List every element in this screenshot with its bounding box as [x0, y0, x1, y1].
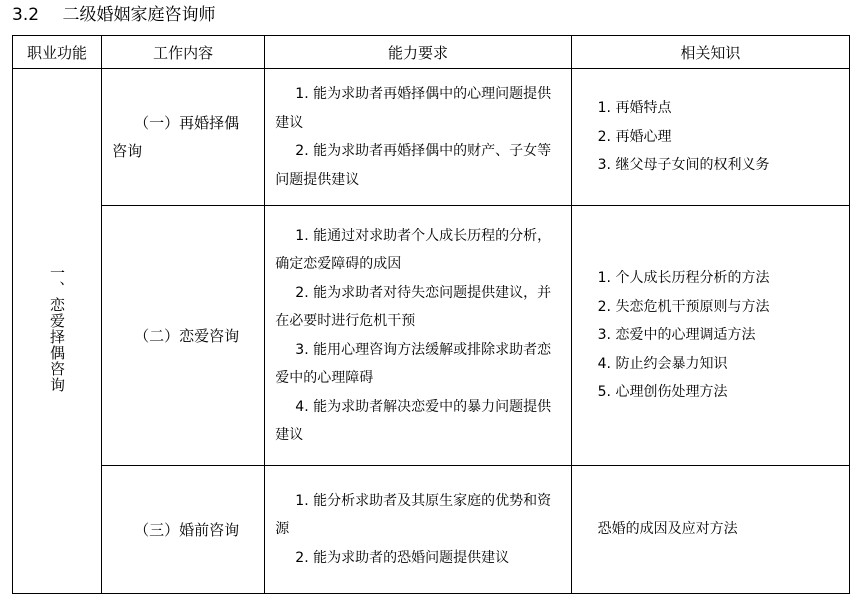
content-label: （二）恋爱咨询: [134, 326, 240, 345]
header-ability: 能力要求: [265, 36, 571, 69]
ability-cell: [265, 466, 571, 594]
ability-item: 1. 能通过对求助者个人成长历程的分析，确定恋爱障碍的成因: [275, 227, 552, 272]
function-label: 一、恋爱择偶咨询: [48, 265, 67, 393]
knowledge-item: 3. 恋爱中的心理调适方法: [597, 327, 756, 344]
content-label: （一）再婚择偶: [134, 114, 240, 132]
ability-item: 2. 能为求助者对待失恋问题提供建议，并在必要时进行危机干预: [275, 284, 552, 329]
knowledge-item: 1. 个人成长历程分析的方法: [597, 270, 770, 287]
ability-item: 2. 能为求助者再婚择偶中的财产、子女等问题提供建议: [275, 143, 552, 188]
ability-item: 1. 能为求助者再婚择偶中的心理问题提供建议: [275, 86, 552, 131]
knowledge-item: 恐婚的成因及应对方法: [597, 521, 738, 538]
table-row: [13, 466, 850, 594]
knowledge-item: 4. 防止约会暴力知识: [597, 355, 728, 372]
knowledge-item: 3. 继父母子女间的权利义务: [597, 157, 770, 174]
table-header-row: [13, 36, 850, 69]
section-number: 3.2: [12, 5, 40, 25]
knowledge-item: 2. 失恋危机干预原则与方法: [597, 298, 770, 315]
knowledge-item: 1. 再婚特点: [597, 100, 672, 117]
content-label: （三）婚前咨询: [134, 520, 240, 539]
content-cell: [102, 69, 265, 206]
ability-cell: [265, 69, 571, 206]
ability-item: 1. 能分析求助者及其原生家庭的优势和资源: [275, 492, 552, 538]
table-row: [13, 206, 850, 466]
content-cell: [102, 206, 265, 466]
table-row: [13, 69, 850, 206]
header-knowledge: 相关知识: [571, 36, 849, 69]
ability-item: 2. 能为求助者的恐婚问题提供建议: [295, 549, 510, 566]
content-label-continued: 咨询: [112, 142, 143, 160]
skills-table: [12, 35, 850, 594]
knowledge-item: 2. 再婚心理: [597, 128, 672, 145]
function-cell: [13, 69, 102, 594]
knowledge-cell: [571, 466, 849, 594]
content-cell: [102, 466, 265, 594]
header-content: 工作内容: [102, 36, 265, 69]
ability-cell: [265, 206, 571, 466]
section-heading: 二级婚姻家庭咨询师: [62, 5, 216, 25]
ability-item: 4. 能为求助者解决恋爱中的暴力问题提供建议: [275, 398, 552, 443]
section-title: [12, 3, 215, 27]
knowledge-cell: [571, 69, 849, 206]
header-function: 职业功能: [13, 36, 102, 69]
knowledge-cell: [571, 206, 849, 466]
knowledge-item: 5. 心理创伤处理方法: [597, 384, 728, 401]
ability-item: 3. 能用心理咨询方法缓解或排除求助者恋爱中的心理障碍: [275, 341, 552, 386]
